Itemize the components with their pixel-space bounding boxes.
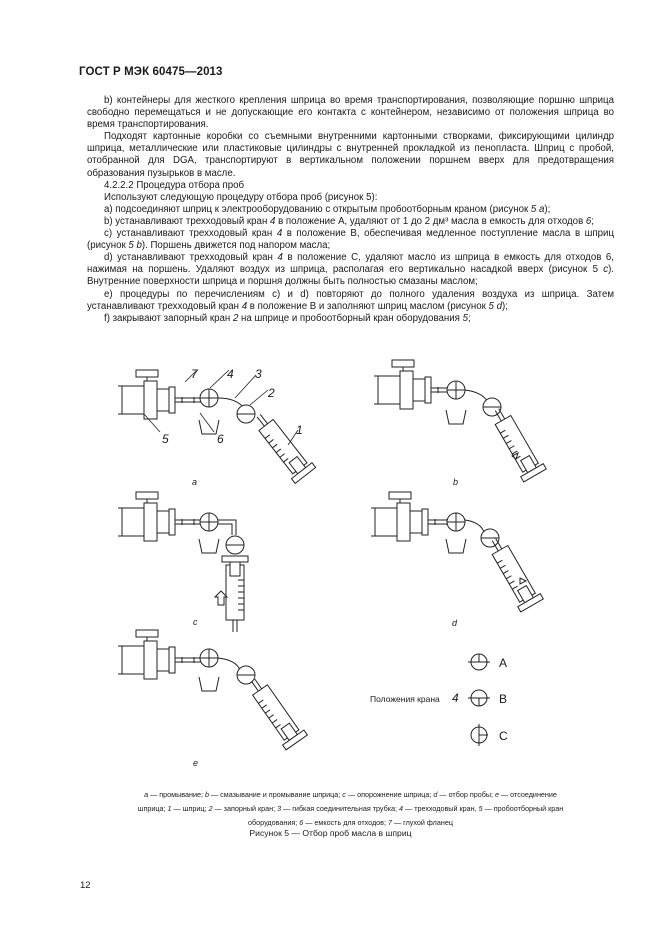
subfigure-a — [118, 370, 316, 483]
legend-line-2: шприца; 1 — шприц; 2 — запорный кран; 3 — гибкая соединительная трубка; 4 — трехходовый кран, 5 — пробоотборный кран — [137, 804, 564, 813]
valve-positions-label: Положения крана — [370, 694, 440, 704]
subfig-label-c: c — [193, 617, 198, 627]
label-4: 4 — [227, 367, 234, 381]
label-3: 3 — [255, 367, 262, 381]
valve-positions — [370, 654, 508, 746]
procedure-intro: Используют следующую процедуру отбора проб (рисунок 5): — [104, 191, 378, 203]
body-text — [87, 95, 614, 325]
label-7: 7 — [191, 367, 198, 381]
position-c-label: C — [499, 729, 508, 743]
label-5: 5 — [162, 432, 169, 446]
step-d: d) устанавливают трехходовый кран 4 в положение С, удаляют масло из шприца в емкость для отходов 6, нажимая на поршень. Удаляют воздух из шприца, располагая его вертикально насадкой вверх (рисунок 5 c). Внутренние поверхности шприца и поршня должны быть полностью смазаны маслом; — [87, 252, 614, 288]
subfig-label-a: a — [192, 477, 198, 487]
valve-position-b-symbol — [468, 690, 490, 706]
label-2: 2 — [268, 386, 275, 400]
subfig-label-e: e — [193, 758, 199, 768]
paragraph-b: b) контейнеры для жесткого крепления шприца во время транспортирования, позволяющие поршню шприца свободно перемещаться и не допускающие его контакта с контейнером, независимо от положения шприца во время транспортирования. — [87, 95, 614, 131]
step-c: c) устанавливают трехходовый кран 4 в положение В, обеспечивая медленное поступление масла в шприц (рисунок 5 b). Поршень движется под напором масла; — [87, 228, 615, 252]
subfigure-d — [371, 492, 543, 628]
paragraph-cardboard: Подходят картонные коробки со съемными внутренними картонными створками, фиксирующими цилиндр шприца, металлические или пластиковые цилиндры с внутренней прокладкой из пенопласта. Шприц с пробой, отобранной для DGA, транспортируют в вертикальном положении поршнем вверх для предотвращения образования пузырьков в масле. — [87, 131, 614, 179]
figure-5-diagram — [0, 350, 661, 780]
position-a-label: A — [499, 656, 508, 670]
step-a: a) подсоединяют шприц к электрооборудованию с открытым пробоотборным краном (рисунок 5 a); — [104, 203, 551, 215]
legend-line-3: оборудования; 6 — емкость для отходов; 7 — глухой фланец — [248, 818, 453, 827]
step-e: e) процедуры по перечислениям c) и d) повторяют до полного удаления воздуха из шприца. Затем устанавливают трехходовый кран 4 в положение В и заполняют шприц маслом (рисунок 5 d); — [87, 288, 614, 312]
legend-line-1: a — промывание; b — смазывание и промывание шприца; c — опорожнение шприца; d — отбор пробы; e — отсоединение — [144, 790, 557, 799]
subfigure-a-labels — [162, 367, 303, 487]
section-heading: 4.2.2.2 Процедура отбора проб — [104, 179, 245, 191]
position-b-label: B — [499, 692, 508, 706]
label-1: 1 — [296, 423, 303, 437]
subfig-label-d: d — [452, 618, 458, 628]
valve-position-a-symbol — [468, 654, 490, 670]
step-f: f) закрывают запорный кран 2 на шприце и пробоотборный кран оборудования 5; — [104, 312, 471, 324]
valve-position-c-symbol — [471, 724, 488, 746]
subfig-label-b: b — [453, 477, 459, 487]
valve-positions-number: 4 — [452, 691, 459, 705]
running-header: ГОСТ Р МЭК 60475—2013 — [79, 66, 223, 78]
subfigure-b — [374, 360, 546, 487]
subfigure-c — [118, 492, 248, 632]
label-6: 6 — [217, 432, 224, 446]
step-b: b) устанавливают трехходовый кран 4 в положение А, удаляют от 1 до 2 дм³ масла в емкость для отходов 6; — [104, 215, 594, 227]
figure-legend — [86, 788, 615, 830]
figure-caption: Рисунок 5 — Отбор проб масла в шприц — [249, 828, 412, 838]
subfigure-e — [118, 630, 307, 768]
page-number: 12 — [80, 880, 91, 891]
